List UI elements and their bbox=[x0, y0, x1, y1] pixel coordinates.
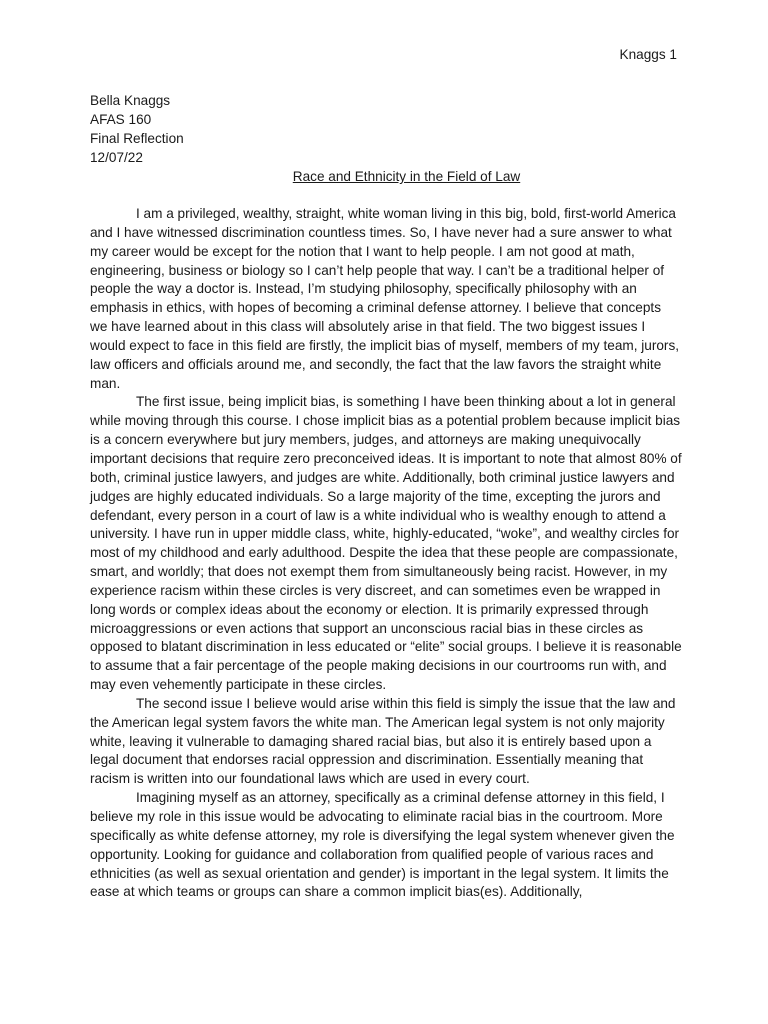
page-number-header: Knaggs 1 bbox=[619, 47, 677, 62]
document-title: Race and Ethnicity in the Field of Law bbox=[292, 169, 521, 184]
body-paragraph: I am a privileged, wealthy, straight, white woman living in this big, bold, first-world America and I have witnessed discrimination countless times. So, I have never had a sure answer to what my career would be except for the notion that I want to help people. I am not good at math, engineering, business or biology so I can’t help people that way. I can’t be a traditional helper of people the way a doctor is. Instead, I’m studying philosophy, specifically philosophy with an emphasis in ethics, with hopes of becoming a criminal defense attorney. I believe that concepts we have learned about in this class will absolutely arise in that field. The two biggest issues I would expect to face in this field are firstly, the implicit bias of myself, members of my team, jurors, law officers and officials around me, and secondly, the fact that the law favors the straight white man. bbox=[90, 206, 680, 391]
body-paragraph: The second issue I believe would arise within this field is simply the issue that the law and the American legal system favors the white man. The American legal system is not only majority white, leaving it vulnerable to damaging shared racial bias, but also it is entirely based upon a legal document that endorses racial oppression and discrimination. Essentially meaning that racism is written into our foundational laws which are used in every court. bbox=[90, 695, 676, 787]
document-body bbox=[90, 205, 682, 902]
author-name: Bella Knaggs bbox=[90, 93, 171, 108]
mla-heading bbox=[90, 91, 184, 167]
assignment-name: Final Reflection bbox=[90, 131, 184, 146]
body-paragraph: Imagining myself as an attorney, specifically as a criminal defense attorney in this field, I believe my role in this issue would be advocating to eliminate racial bias in the courtroom. More specifically as white defense attorney, my role is diversifying the legal system whenever given the opportunity. Looking for guidance and collaboration from qualified people of various races and ethnicities (as well as sexual orientation and gender) is important in the legal system. It limits the ease at which teams or groups can share a common implicit bias(es). Additionally, bbox=[90, 790, 675, 900]
course-name: AFAS 160 bbox=[90, 112, 152, 127]
body-paragraph: The first issue, being implicit bias, is something I have been thinking about a lot in general while moving through this course. I chose implicit bias as a potential problem because implicit bias is a concern everywhere but jury members, judges, and attorneys are making unequivocally important decisions that require zero preconceived ideas. It is important to note that almost 80% of both, criminal justice lawyers, and judges are white. Additionally, both criminal justice lawyers and judges are highly educated individuals. So a large majority of the time, excepting the jurors and defendant, every person in a court of law is a white individual who is wealthy enough to attend a university. I have run in upper middle class, white, highly-educated, “woke”, and wealthy circles for most of my childhood and early adulthood. Despite the idea that these people are compassionate, smart, and worldly; that does not exempt them from simultaneously being racist. However, in my experience racism within these circles is very discreet, and can sometimes even be wrapped in long words or complex ideas about the economy or election. It is primarily expressed through microaggressions or even actions that support an unconscious racial bias in these circles as opposed to blatant discrimination in less educated or “elite” social groups. I believe it is reasonable to assume that a fair percentage of the people making decisions in our courtrooms run with, and may even vehemently participate in these circles. bbox=[90, 394, 682, 693]
document-date: 12/07/22 bbox=[90, 150, 143, 165]
